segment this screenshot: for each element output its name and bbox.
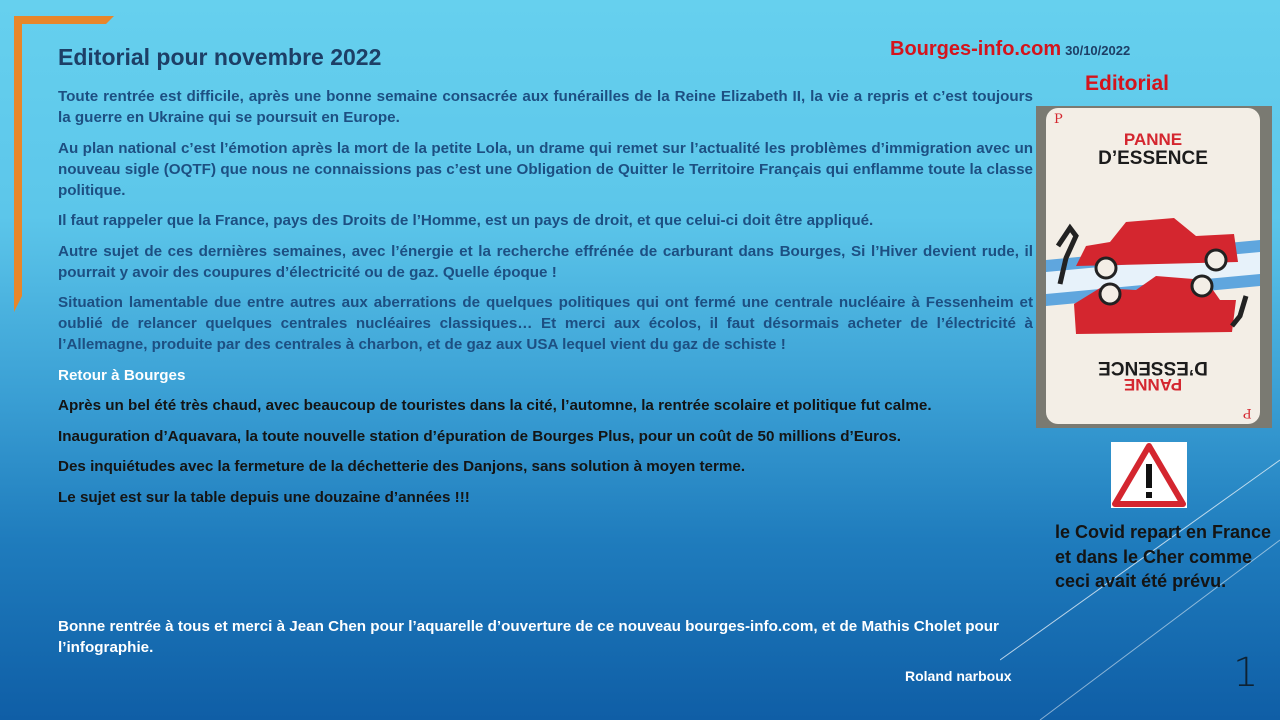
section-label: Editorial <box>1085 72 1170 95</box>
paragraph: Autre sujet de ces dernières semaines, avec l’énergie et la recherche effrénée de carburant dans Bourges, Si l’Hiver devient rude, il pourrait y avoir des coupures d’électricité ou de gaz. Quelle époque ! <box>58 242 1033 281</box>
card-subtitle-bottom: D’ESSENCE <box>1098 357 1208 378</box>
paragraph: Le sujet est sur la table depuis une douzaine d’années !!! <box>58 488 470 506</box>
card-title-bottom: PANNE <box>1123 375 1183 394</box>
paragraph: Situation lamentable due entre autres aux aberrations de quelques politiques qui ont fermé une centrale nucléaire à Fessenheim et oublié de relancer quelques centrales nucléaires classiques… Et merci aux écolos, il faut désormais acheter de l’électricité à l’Allemagne, produite par des centrales à charbon, et de gaz aux USA lequel vient du gaz de schiste ! <box>58 294 1033 353</box>
closing-text: Bonne rentrée à tous et merci à Jean Chen pour l’aquarelle d’ouverture de ce nouveau bourges-info.com, et de Mathis Cholet pour l’infographie. <box>58 618 999 656</box>
author-signature: Roland narboux <box>905 668 1012 684</box>
site-header <box>890 38 1130 61</box>
covid-note: le Covid repart en France et dans le Cher comme ceci avait été prévu. <box>1055 522 1272 591</box>
site-name: Bourges-info.com <box>890 38 1062 60</box>
paragraph: Inauguration d’Aquavara, la toute nouvelle station d’épuration de Bourges Plus, pour un coût de 50 millions d’Euros. <box>58 427 902 445</box>
card-title-top: PANNE <box>1123 130 1183 149</box>
panne-essence-card <box>1046 108 1260 424</box>
card-corner-letter: P <box>1054 112 1063 127</box>
section-heading: Retour à Bourges <box>58 366 186 384</box>
card-subtitle-top: D’ESSENCE <box>1098 148 1208 169</box>
card-illustration <box>1046 176 1260 356</box>
card-corner-letter: P <box>1243 405 1252 420</box>
paragraph: Au plan national c’est l’émotion après la mort de la petite Lola, un drame qui remet sur l’actualité les problèmes d’immigration avec un nouveau sigle (OQTF) que nous ne connaissions pas c’est une Obligation de Quitter le Territoire Français qui enflamme toute la classe politique. <box>58 139 1033 199</box>
paragraph: Il faut rappeler que la France, pays des Droits de l’Homme, est un pays de droit, et que celui-ci doit être appliqué. <box>58 212 874 229</box>
warning-triangle-icon <box>1111 442 1187 508</box>
paragraph: Toute rentrée est difficile, après une bonne semaine consacrée aux funérailles de la Reine Elizabeth II, la vie a repris et c’est toujours la guerre en Ukraine qui se poursuit en Europe. <box>58 88 1033 126</box>
article-body <box>58 86 1033 517</box>
publish-date: 30/10/2022 <box>1065 43 1131 58</box>
page-number: 1 <box>1233 650 1259 696</box>
paragraph: Après un bel été très chaud, avec beaucoup de touristes dans la cité, l’automne, la rentrée scolaire et politique fut calme. <box>58 397 932 414</box>
paragraph: Des inquiétudes avec la fermeture de la déchetterie des Danjons, sans solution à moyen terme. <box>58 458 746 475</box>
card-photo <box>1036 106 1272 428</box>
page-title: Editorial pour novembre 2022 <box>58 44 382 70</box>
warning-sign-image <box>1111 442 1187 508</box>
